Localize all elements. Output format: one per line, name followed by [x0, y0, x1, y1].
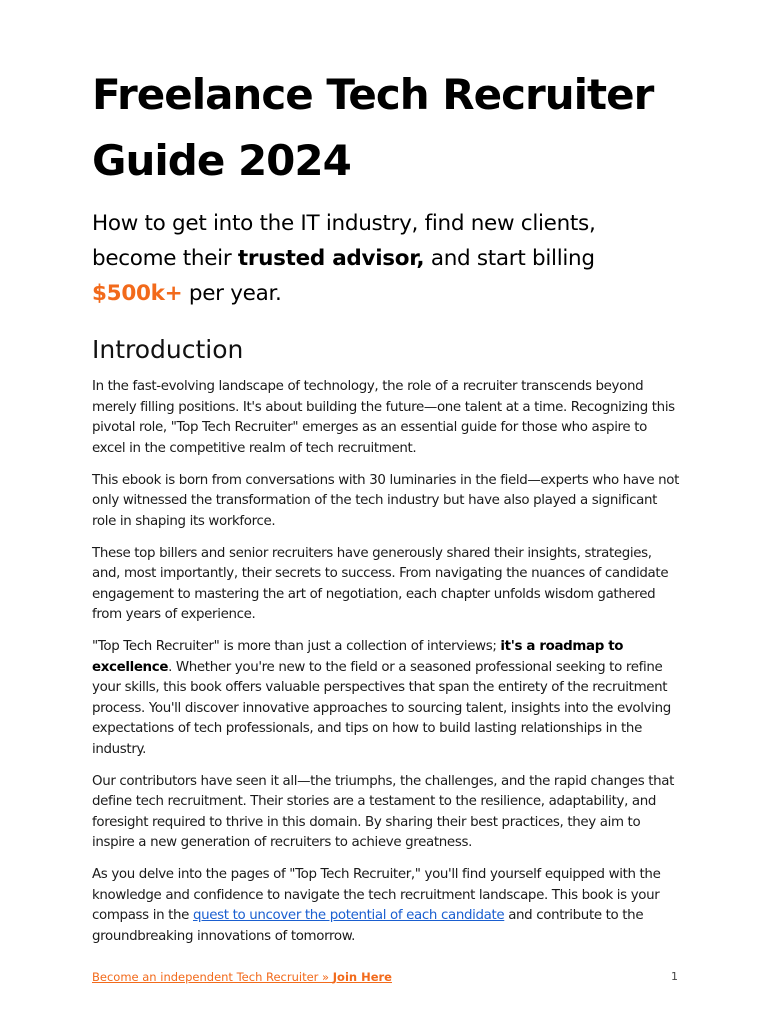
title-line-1: Freelance Tech Recruiter: [92, 70, 654, 119]
footer-link-bold: Join Here: [332, 970, 392, 984]
paragraph-6-start: As you delve into the pages of "Top Tech Recruiter," you'll find yourself equipped with the knowledge and confidence to navigate the tech recruitment landscape. This book is your compass in the: [92, 867, 661, 923]
paragraph-4-end: . Whether you're new to the field or a seasoned professional seeking to refine your skills, this book offers valuable perspectives that span the entirety of the recruitment process. You'll discover innovative approaches to sourcing talent, insights into the evolving expectations of tech professionals, and tips on how to build lasting relationships in the industry.: [92, 659, 671, 757]
paragraph-4-bold: it's a roadmap to excellence: [92, 639, 624, 675]
subtitle-part-2: and start billing: [424, 246, 595, 271]
join-here-link[interactable]: [92, 970, 392, 984]
candidate-potential-link[interactable]: quest to uncover the potential of each candidate: [192, 908, 505, 923]
paragraph-1: In the fast-evolving landscape of technology, the role of a recruiter transcends beyond merely filling positions. It's about building the future—one talent at a time. Recognizing this pivotal role, "Top Tech Recruiter" emerges as an essential guide for those who aspire to excel in the competitive realm of tech recruitment.: [92, 379, 675, 456]
title-line-2: Guide 2024: [92, 136, 351, 185]
paragraph-2: This ebook is born from conversations with 30 luminaries in the field—experts who have not only witnessed the transformation of the tech industry but have also played a significant role in shaping its workforce.: [92, 472, 679, 529]
footer-link-text: Become an independent Tech Recruiter »: [92, 970, 333, 984]
document-subtitle: [92, 206, 682, 311]
paragraph-5: Our contributors have seen it all—the triumphs, the challenges, and the rapid changes that define tech recruitment. Their stories are a testament to the resilience, adaptability, and foresight required to thrive in this domain. By sharing their best practices, they aim to inspire a new generation of recruiters to achieve greatness.: [92, 773, 675, 850]
subtitle-part-3: per year.: [182, 281, 282, 306]
paragraph-6-end: and contribute to the groundbreaking innovations of tomorrow.: [92, 908, 644, 944]
subtitle-part-1: How to get into the IT industry, find new clients, become their: [92, 211, 596, 271]
paragraph-4-start: "Top Tech Recruiter" is more than just a collection of interviews;: [92, 639, 501, 654]
paragraph-3: These top billers and senior recruiters have generously shared their insights, strategies, and, most importantly, their secrets to success. From navigating the nuances of candidate engagement to mastering the art of negotiation, each chapter unfolds wisdom gathered from years of experience.: [92, 545, 669, 622]
document-page: [92, 62, 682, 959]
page-footer: [92, 968, 678, 986]
subtitle-bold: trusted advisor,: [237, 246, 425, 271]
section-heading-introduction: Introduction: [92, 335, 244, 364]
page-number: 1: [671, 970, 678, 983]
subtitle-money: $500k+: [92, 281, 183, 306]
document-title: [92, 62, 682, 194]
paragraph-4: [92, 637, 682, 760]
paragraph-6: [92, 865, 682, 947]
